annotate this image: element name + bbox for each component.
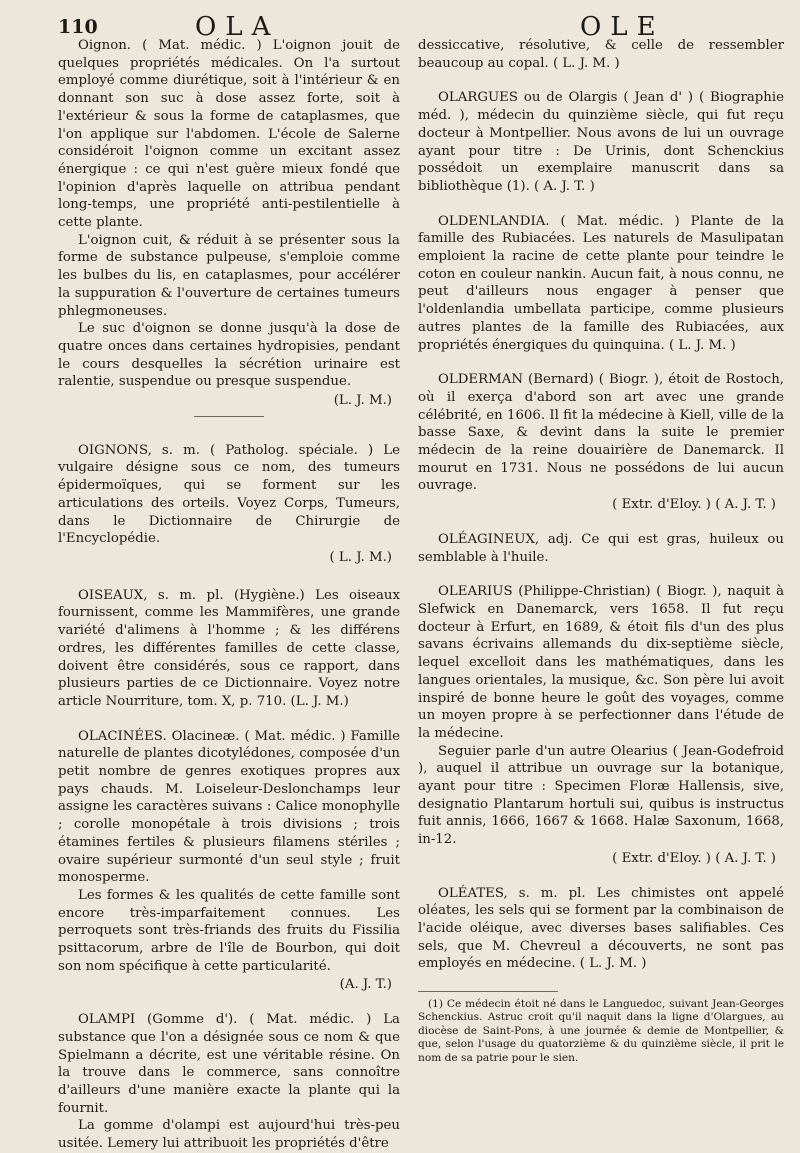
entry-oignon-signature: (L. J. M.) (333, 393, 392, 409)
entry-olampi-para-1: OLAMPI (Gomme d'). ( Mat. médic. ) La substance que l'on a désignée sous ce nom & que Spielmann a décrite, est une véritable résine. On la trouve dans le commerce, sans connoître d'ailleurs d'une manière exacte la plante qui la fournit. (58, 1012, 400, 1116)
left-running-head: OLA (195, 12, 280, 42)
footnote: (1) Ce médecin étoit né dans le Languedoc, suivant Jean-Georges Schenckius. Astruc croit qu'il naquit dans la ligne d'Olargues, au diocèse de Saint-Pons, à une journée & demie de Montpellier, & que, selon l'usage du quatorzième & du quinzième siècle, il prit le nom de sa patrie pour le sien. (418, 998, 784, 1064)
entry-olearius-signature: ( Extr. d'Eloy. ) ( A. J. T. ) (612, 850, 776, 866)
entry-oleates: OLÉATES, s. m. pl. Les chimistes ont appelé oléates, les sels qui se forment par la combinaison de l'acide oléique, avec diverses bases salifiables. Ces sels, que M. Chevreul a découverts, ne sont pas employés en médecine. ( L. J. M. ) (418, 885, 784, 972)
entry-oleagineux: OLÉAGINEUX, adj. Ce qui est gras, huileux ou semblable à l'huile. (418, 531, 784, 565)
entry-olargues: OLARGUES ou de Olargis ( Jean d' ) ( Biographie méd. ), médecin du quinzième siècle, qui fut reçu docteur à Montpellier. Nous avons de lui un ouvrage ayant pour titre : De Urinis, dont Schenckius possédoit un exemplaire manuscrit dans sa bibliothèque (1). ( A. J. T. ) (418, 90, 784, 194)
right-column (418, 37, 784, 1065)
right-running-head: OLE (580, 12, 665, 42)
entry-oignons-signature: ( L. J. M.) (329, 549, 392, 565)
entry-oignons: OIGNONS, s. m. ( Patholog. spéciale. ) Le vulgaire désigne sous ce nom, des tumeurs épidermoïques, qui se forment sur les articulations des orteils. Voyez Corps, Tumeurs, dans le Dictionnaire de Chirurgie de l'Encyclopédie. (58, 442, 400, 547)
entry-separator (194, 416, 264, 417)
entry-olacinees-para-2: Les formes & les qualités de cette famille sont encore très-imparfaitement connues. Les perroquets sont très-friands des fruits du Fissilia psittacorum, arbre de l'île de Bourbon, qui doit son nom spécifique à cette particularité. (58, 887, 400, 974)
entry-oignon-para-1: Oignon. ( Mat. médic. ) L'oignon jouit de quelques propriétés médicales. On l'a surtout employé comme diurétique, soit à l'intérieur & en donnant son suc à dose assez forte, soit à l'extérieur & sous la forme de cataplasmes, que l'on applique sur l'abdomen. L'école de Salerne considéroit l'oignon comme un excitant assez énergique : ce qui n'est guère mieux fondé que l'opinion d'après laquelle on attribua pendant long-temps, une propriété anti-pestilentielle à cette plante. (58, 38, 400, 231)
entry-oignon-para-2: L'oignon cuit, & réduit à se présenter sous la forme de substance pulpeuse, s'emploie comme les bulbes du lis, en cataplasmes, pour accélérer la suppuration & l'ouverture de certaines tumeurs phlegmoneuses. (58, 232, 400, 319)
entry-olearius-para-1: OLEARIUS (Philippe-Christian) ( Biogr. ), naquit à Slefwick en Danemarck, vers 1658. Il fut reçu docteur à Erfurt, en 1689, & étoit fils d'un des plus savans écrivains allemands du dix-septième siècle, lequel excelloit dans les mathématiques, dans les langues orientales, la musique, &c. Son père lui avoit inspiré de bonne heure le goût des voyages, comme un moyen propre à se perfectionner dans l'étude de la médecine. (418, 584, 784, 741)
entry-olacinees-signature: (A. J. T.) (339, 977, 392, 993)
footnote-rule (418, 991, 558, 992)
entry-olderman: OLDERMAN (Bernard) ( Biogr. ), étoit de Rostoch, où il exerça d'abord son art avec une grande célébrité, en 1606. Il fit la médecine à Kiell, ville de la basse Saxe, & devint dans la suite le premier médecin de la reine douairière de Danemarck. Il mourut en 1731. Nous ne possédons de lui aucun ouvrage. (418, 372, 784, 494)
left-column (58, 37, 400, 1153)
page-number: 110 (58, 16, 98, 38)
entry-olearius-para-2: Seguier parle d'un autre Olearius ( Jean-Godefroid ), auquel il attribue un ouvrage sur la botanique, ayant pour titre : Specimen Floræ Hallensis, sive, designatio Plantarum hortuli sui, quibus is instructus fuit annis, 1666, 1667 & 1668. Halæ Saxonum, 1668, in-12. (418, 743, 784, 848)
entry-olampi-para-2: La gomme d'olampi est aujourd'hui très-peu usitée. Lemery lui attribuoit les propriétés d'être (58, 1118, 400, 1152)
entry-olderman-signature: ( Extr. d'Eloy. ) ( A. J. T. ) (612, 497, 776, 513)
entry-oiseaux: OISEAUX, s. m. pl. (Hygiène.) Les oiseaux fournissent, comme les Mammifères, une grande variété d'alimens à l'homme ; & les différens ordres, les différentes familles de cette classe, doivent être considérés, sous ce rapport, dans plusieurs parties de ce Dictionnaire. Voyez notre article Nourriture, tom. X, p. 710. (L. J. M.) (58, 587, 400, 709)
entry-oignon-para-3: Le suc d'oignon se donne jusqu'à la dose de quatre onces dans certaines hydropisies, pendant le cours desquelles la sécrétion urinaire est ralentie, suspendue ou presque suspendue. (58, 321, 400, 390)
entry-oldenlandia: OLDENLANDIA. ( Mat. médic. ) Plante de la famille des Rubiacées. Les naturels de Masulipatan emploient la racine de cette plante pour teindre le coton en couleur nankin. Aucun fait, à nous connu, ne peut d'ailleurs nous engager à penser que l'oldenlandia umbellata participe, comme plusieurs autres plantes de la famille des Rubiacées, aux propriétés énergiques du quinquina. ( L. J. M. ) (418, 213, 784, 353)
entry-olacinees-para-1: OLACINÉES. Olacineæ. ( Mat. médic. ) Famille naturelle de plantes dicotylédones, composée d'un petit nombre de genres exotiques propres aux pays chauds. M. Loiseleur-Deslonchamps leur assigne les caractères suivans : Calice monophylle ; corolle monopétale à trois divisions ; trois étamines fertiles & plusieurs filamens stériles ; ovaire supérieur surmonté d'un seul style ; fruit monosperme. (58, 728, 400, 886)
entry-olampi-continued: dessiccative, résolutive, & celle de ressembler beaucoup au copal. ( L. J. M. ) (418, 38, 784, 71)
